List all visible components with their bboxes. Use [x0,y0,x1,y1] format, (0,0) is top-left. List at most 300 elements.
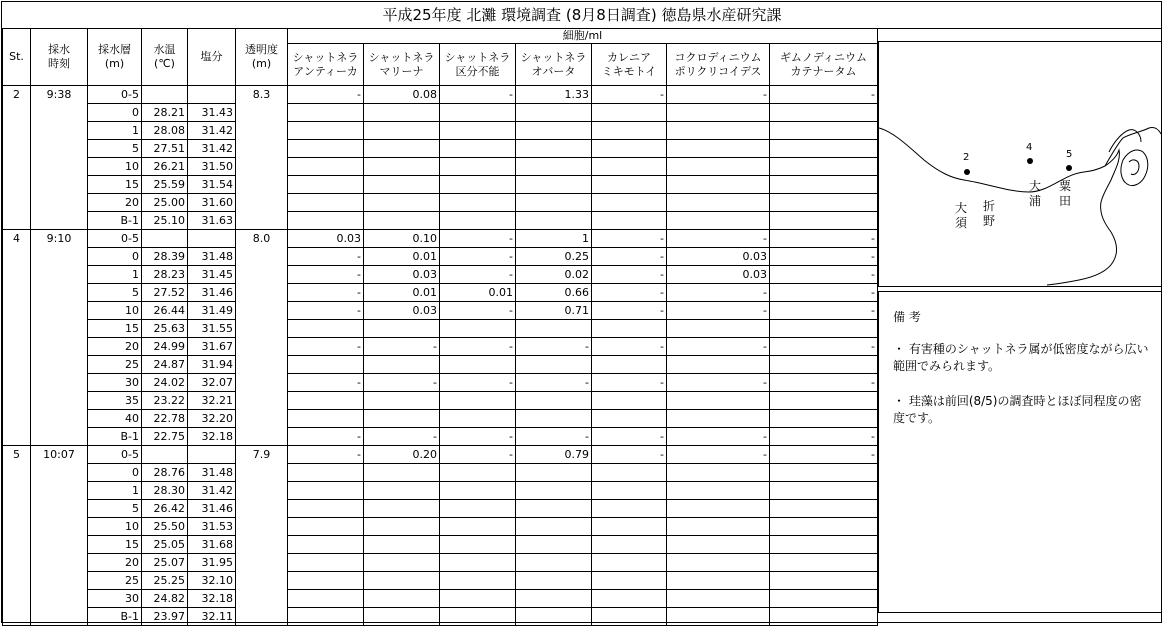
table-row [3,104,878,122]
temp-cell: 26.44 [142,302,188,320]
station-label: 4 [1026,142,1033,153]
density-cell [364,122,440,140]
density-cell [440,392,516,410]
temp-cell: 28.39 [142,248,188,266]
density-cell [364,500,440,518]
table-row [3,554,878,572]
station-marker [1066,165,1072,171]
survey-table [2,28,878,626]
table-row [3,158,878,176]
density-cell [770,320,878,338]
density-cell [667,464,770,482]
table-row [3,590,878,608]
sample-time: 9:10 [31,230,88,446]
density-cell: - [288,284,364,302]
species-name-line1: シャットネラ [520,50,587,64]
depth-cell: 0 [88,464,142,482]
density-cell [592,356,667,374]
density-cell: - [592,230,667,248]
density-cell [592,518,667,536]
density-cell [592,608,667,626]
density-cell [516,194,592,212]
temp-cell: 22.75 [142,428,188,446]
depth-cell: B-1 [88,428,142,446]
temp-cell: 25.05 [142,536,188,554]
density-cell [667,320,770,338]
density-cell [364,104,440,122]
salinity-cell: 31.48 [188,248,236,266]
density-cell: 1.33 [516,86,592,104]
density-cell [288,320,364,338]
density-cell: 0.71 [516,302,592,320]
density-cell [364,482,440,500]
depth-cell: 15 [88,176,142,194]
species-header-3 [516,44,592,86]
density-cell: 0.66 [516,284,592,302]
temp-cell: 25.25 [142,572,188,590]
density-cell [288,104,364,122]
density-cell: - [364,374,440,392]
density-cell [364,608,440,626]
density-cell: - [288,374,364,392]
density-cell: - [288,428,364,446]
density-cell [516,518,592,536]
table-row [3,410,878,428]
temp-cell: 28.30 [142,482,188,500]
density-cell [440,176,516,194]
density-cell: 0.25 [516,248,592,266]
density-cell: - [288,446,364,464]
species-name-line1: コクロディニウム [674,50,762,64]
depth-cell: 1 [88,482,142,500]
header-salinity: 塩分 [188,29,236,86]
density-cell [288,122,364,140]
header-time-line1: 採水 [48,43,70,56]
density-cell [770,140,878,158]
sample-time: 9:38 [31,86,88,230]
density-cell [288,158,364,176]
density-cell [288,500,364,518]
density-cell [667,158,770,176]
density-cell [592,140,667,158]
salinity-cell: 31.60 [188,194,236,212]
density-cell [364,590,440,608]
density-cell [667,536,770,554]
transparency-cell: 8.3 [236,86,288,230]
density-cell [288,518,364,536]
header-transparency [236,29,288,86]
density-cell [288,536,364,554]
density-cell [667,590,770,608]
place-label-char: 田 [1059,194,1072,208]
density-cell [440,536,516,554]
location-map [878,41,1162,287]
species-name-line1: ギムノディニウム [780,50,867,64]
salinity-cell: 31.49 [188,302,236,320]
species-header-2 [440,44,516,86]
table-row [3,302,878,320]
density-cell [592,464,667,482]
density-cell [288,212,364,230]
density-cell [592,536,667,554]
density-cell: - [770,248,878,266]
depth-cell: 20 [88,554,142,572]
depth-cell: 15 [88,536,142,554]
density-cell [440,410,516,428]
species-name-line1: カレニア [607,50,651,64]
density-cell [592,410,667,428]
map-places [955,178,1071,230]
density-cell [667,104,770,122]
density-cell [770,392,878,410]
density-cell: - [440,230,516,248]
density-cell [592,320,667,338]
salinity-cell: 31.42 [188,140,236,158]
density-cell [516,392,592,410]
island-outline [1121,150,1148,186]
density-cell: - [770,446,878,464]
salinity-cell: 31.43 [188,104,236,122]
table-row [3,608,878,626]
temp-cell: 25.00 [142,194,188,212]
density-cell [770,104,878,122]
place-label-char: 大 [955,201,968,215]
density-cell [288,176,364,194]
density-cell: 0.01 [364,248,440,266]
salinity-cell [188,230,236,248]
density-cell [364,320,440,338]
table-row [3,374,878,392]
depth-cell: 0-5 [88,86,142,104]
salinity-cell: 31.46 [188,500,236,518]
density-cell: - [592,86,667,104]
density-cell: - [440,86,516,104]
density-cell [440,464,516,482]
species-name-line2: 区分不能 [455,64,500,78]
table-row [3,536,878,554]
density-cell [288,140,364,158]
density-cell [364,572,440,590]
depth-cell: 10 [88,302,142,320]
depth-cell: 0 [88,104,142,122]
header-trans-line1: 透明度 [245,43,278,56]
density-cell [667,140,770,158]
density-cell [364,518,440,536]
transparency-cell: 7.9 [236,446,288,626]
depth-cell: 25 [88,356,142,374]
temp-cell: 28.23 [142,266,188,284]
station-id: 4 [3,230,31,446]
notes-list [893,341,1151,427]
density-cell [667,212,770,230]
table-row [3,248,878,266]
header-phyto-unit: 細胞/ml [288,29,878,44]
table-row [3,356,878,374]
table-row [3,140,878,158]
density-cell [364,194,440,212]
density-cell: - [440,446,516,464]
depth-cell: 10 [88,518,142,536]
station-label: 2 [963,152,970,163]
table-row [3,122,878,140]
density-cell [770,176,878,194]
density-cell [440,608,516,626]
density-cell [288,392,364,410]
salinity-cell: 31.42 [188,122,236,140]
density-cell [440,194,516,212]
temp-cell: 23.22 [142,392,188,410]
salinity-cell: 31.53 [188,518,236,536]
density-cell [440,122,516,140]
depth-cell: 30 [88,374,142,392]
density-cell: - [592,248,667,266]
temp-cell: 24.87 [142,356,188,374]
density-cell: - [667,230,770,248]
species-header-0 [288,44,364,86]
density-cell [516,320,592,338]
temp-cell: 28.21 [142,104,188,122]
species-name-line1: シャットネラ [292,50,359,64]
density-cell [770,212,878,230]
note-item: ・ 珪藻は前回(8/5)の調査時とほぼ同程度の密度です。 [893,394,1142,425]
density-cell [440,482,516,500]
density-cell [364,176,440,194]
density-cell [667,554,770,572]
density-cell [592,212,667,230]
density-cell [288,356,364,374]
density-cell: - [592,374,667,392]
temp-cell: 23.97 [142,608,188,626]
density-cell [516,464,592,482]
density-cell: 0.20 [364,446,440,464]
density-cell [440,590,516,608]
salinity-cell: 31.54 [188,176,236,194]
density-cell: - [770,266,878,284]
density-cell [440,518,516,536]
species-name-line2: ミキモトイ [601,64,657,78]
salinity-cell: 31.48 [188,464,236,482]
density-cell [516,500,592,518]
density-cell [667,482,770,500]
density-cell [770,194,878,212]
temp-cell [142,446,188,464]
salinity-cell: 32.20 [188,410,236,428]
density-cell: - [516,338,592,356]
density-cell: 0.03 [364,266,440,284]
density-cell [667,356,770,374]
density-cell: 1 [516,230,592,248]
salinity-cell: 31.42 [188,482,236,500]
density-cell: - [288,266,364,284]
density-cell [440,500,516,518]
temp-cell: 28.76 [142,464,188,482]
temp-cell: 26.42 [142,500,188,518]
density-cell: - [440,338,516,356]
density-cell [440,104,516,122]
density-cell [770,482,878,500]
species-name-line1: シャットネラ [444,50,511,64]
density-cell [667,392,770,410]
density-cell [770,536,878,554]
inner-bay [1129,160,1139,175]
density-cell [440,572,516,590]
table-row [3,194,878,212]
species-header-5 [667,44,770,86]
density-cell [592,194,667,212]
notes-box [878,291,1162,613]
header-time [31,29,88,86]
density-cell [288,590,364,608]
density-cell: - [440,248,516,266]
density-cell [770,464,878,482]
density-cell [667,410,770,428]
density-cell [667,572,770,590]
species-name-line1: シャットネラ [368,50,435,64]
density-cell: 0.01 [440,284,516,302]
temp-cell: 22.78 [142,410,188,428]
table-row [3,176,878,194]
temp-cell: 24.02 [142,374,188,392]
density-cell: - [516,374,592,392]
table-row [3,572,878,590]
density-cell [516,536,592,554]
salinity-cell: 31.67 [188,338,236,356]
depth-cell: 10 [88,158,142,176]
density-cell [364,212,440,230]
table-row [3,284,878,302]
station-id: 5 [3,446,31,626]
density-cell: - [592,266,667,284]
station-label: 5 [1066,149,1073,160]
density-cell [364,140,440,158]
temp-cell: 28.08 [142,122,188,140]
salinity-cell [188,86,236,104]
density-cell [592,500,667,518]
density-cell [516,212,592,230]
salinity-cell: 32.18 [188,590,236,608]
salinity-cell: 32.18 [188,428,236,446]
density-cell [516,554,592,572]
depth-cell: 0-5 [88,230,142,248]
salinity-cell: 31.95 [188,554,236,572]
density-cell [667,608,770,626]
density-cell [288,194,364,212]
species-name-line2: マリーナ [379,64,424,78]
density-cell [364,410,440,428]
table-row [3,500,878,518]
density-cell [364,356,440,374]
species-header-6 [770,44,878,86]
density-cell [440,140,516,158]
salinity-cell: 32.11 [188,608,236,626]
density-cell: - [770,374,878,392]
density-cell: 0.03 [667,248,770,266]
density-cell [364,554,440,572]
density-cell: - [288,302,364,320]
density-cell [770,590,878,608]
header-temp-line1: 水温 [153,43,176,56]
density-cell: - [667,338,770,356]
map-svg [879,42,1161,286]
salinity-cell: 31.50 [188,158,236,176]
density-cell [592,590,667,608]
temp-cell [142,230,188,248]
note-item: ・ 有害種のシャットネラ属が低密度ながら広い範囲でみられます。 [893,342,1149,373]
species-header-1 [364,44,440,86]
temp-cell: 27.51 [142,140,188,158]
density-cell [516,482,592,500]
density-cell: 0.02 [516,266,592,284]
salinity-cell: 31.94 [188,356,236,374]
density-cell: - [440,266,516,284]
density-cell [592,572,667,590]
density-cell [592,176,667,194]
density-cell: - [667,446,770,464]
depth-cell: 25 [88,572,142,590]
density-cell: - [592,284,667,302]
density-cell [770,572,878,590]
table-row [3,428,878,446]
density-cell [364,464,440,482]
density-cell [516,608,592,626]
density-cell [592,482,667,500]
density-cell [592,122,667,140]
station-marker [1027,158,1033,164]
density-cell [440,320,516,338]
density-cell [770,518,878,536]
temp-cell: 26.21 [142,158,188,176]
header-trans-line2: (m) [251,57,272,70]
depth-cell: 0-5 [88,446,142,464]
depth-cell: 20 [88,338,142,356]
table-row [3,464,878,482]
density-cell: 0.10 [364,230,440,248]
temp-cell: 25.59 [142,176,188,194]
salinity-cell [188,446,236,464]
table-row [3,86,878,104]
density-cell [516,356,592,374]
header-time-line2: 時刻 [48,57,70,70]
salinity-cell: 31.55 [188,320,236,338]
species-name-line2: オバータ [531,64,576,78]
salinity-cell: 31.63 [188,212,236,230]
report-title: 平成25年度 北灘 環境調査 (8月8日調査) 徳島県水産研究課 [382,6,782,24]
depth-cell: 15 [88,320,142,338]
density-cell [516,410,592,428]
density-cell: - [770,428,878,446]
salinity-cell: 31.46 [188,284,236,302]
density-cell [288,410,364,428]
density-cell: - [770,230,878,248]
transparency-cell: 8.0 [236,230,288,446]
density-cell: - [364,428,440,446]
depth-cell: 5 [88,140,142,158]
table-row [3,320,878,338]
density-cell [667,194,770,212]
density-cell: - [440,302,516,320]
density-cell [516,122,592,140]
density-cell: - [667,284,770,302]
depth-cell: 5 [88,500,142,518]
density-cell [770,500,878,518]
density-cell [516,176,592,194]
density-cell [667,122,770,140]
salinity-cell: 31.45 [188,266,236,284]
density-cell: 0.03 [364,302,440,320]
density-cell: - [516,428,592,446]
density-cell [288,572,364,590]
place-label-char: 須 [955,216,968,230]
